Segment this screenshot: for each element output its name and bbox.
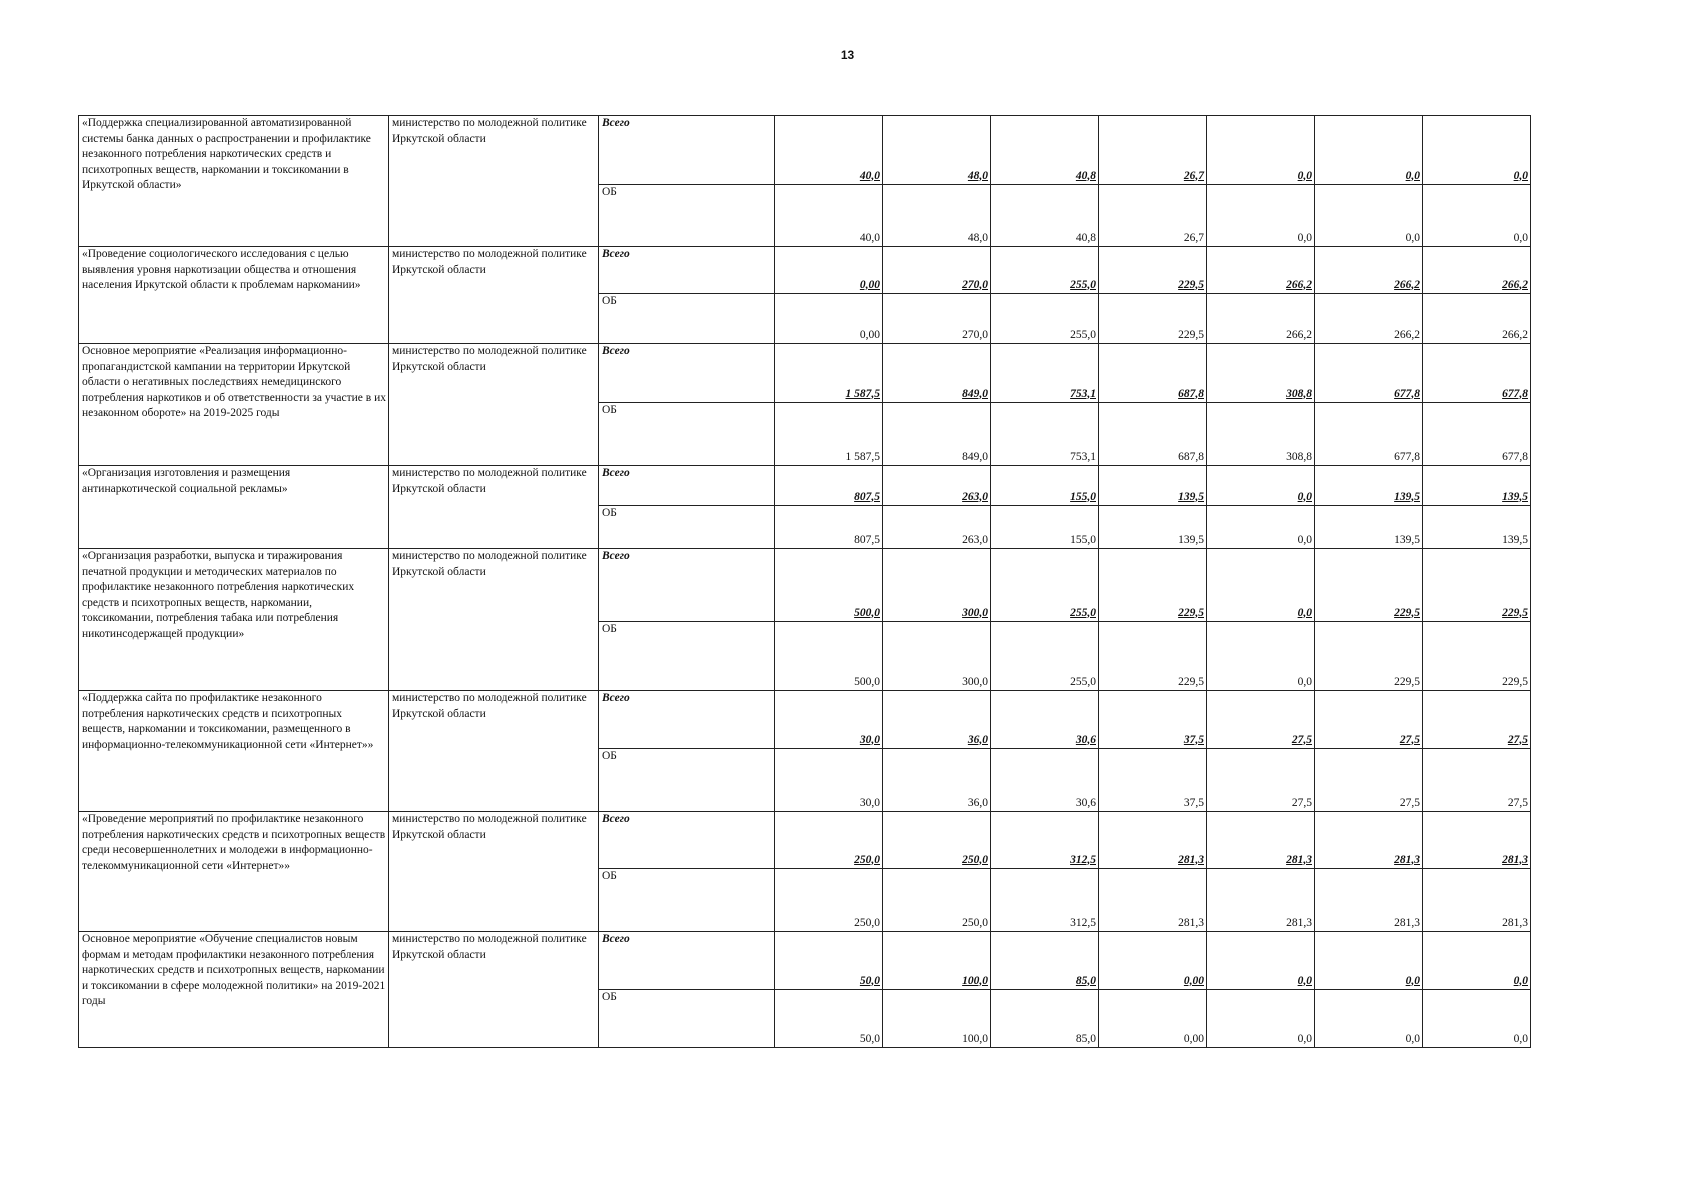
activity-name: Основное мероприятие «Реализация информационно-пропагандистской кампании на территории Иркутской области о негативных последствиях немедицинского потребления наркотиков и об ответственности за участие в их незаконном обороте» на 2019-2025 годы — [79, 344, 389, 466]
value-cell: 266,2 — [1423, 294, 1531, 344]
value-cell: 229,5 — [1423, 622, 1531, 691]
value-cell: 250,0 — [775, 812, 883, 869]
value-cell: 263,0 — [883, 466, 991, 506]
value-cell: 312,5 — [991, 812, 1099, 869]
value-cell: 0,0 — [1315, 990, 1423, 1048]
funding-source-ob: ОБ — [599, 185, 775, 247]
value-cell: 0,00 — [775, 294, 883, 344]
value-cell: 27,5 — [1423, 691, 1531, 749]
value-cell: 281,3 — [1423, 812, 1531, 869]
value-cell: 308,8 — [1207, 403, 1315, 466]
value-cell: 677,8 — [1315, 344, 1423, 403]
value-cell: 229,5 — [1315, 549, 1423, 622]
value-cell: 849,0 — [883, 403, 991, 466]
value-cell: 0,0 — [1207, 932, 1315, 990]
value-cell: 229,5 — [1099, 294, 1207, 344]
budget-table — [78, 115, 1531, 1048]
value-cell: 50,0 — [775, 932, 883, 990]
value-cell: 0,00 — [1099, 990, 1207, 1048]
table-row — [79, 549, 1531, 622]
value-cell: 27,5 — [1423, 749, 1531, 812]
value-cell: 281,3 — [1099, 869, 1207, 932]
funding-source-total: Всего — [599, 932, 775, 990]
value-cell: 270,0 — [883, 247, 991, 294]
table-row — [79, 932, 1531, 990]
value-cell: 266,2 — [1315, 247, 1423, 294]
value-cell: 250,0 — [883, 869, 991, 932]
value-cell: 266,2 — [1207, 247, 1315, 294]
value-cell: 1 587,5 — [775, 344, 883, 403]
executor-cell: министерство по молодежной политике Иркутской области — [389, 116, 599, 247]
value-cell: 40,8 — [991, 116, 1099, 185]
value-cell: 30,6 — [991, 749, 1099, 812]
value-cell: 229,5 — [1099, 622, 1207, 691]
value-cell: 0,0 — [1207, 116, 1315, 185]
value-cell: 255,0 — [991, 622, 1099, 691]
executor-cell: министерство по молодежной политике Иркутской области — [389, 691, 599, 812]
value-cell: 255,0 — [991, 549, 1099, 622]
value-cell: 281,3 — [1315, 812, 1423, 869]
executor-cell: министерство по молодежной политике Иркутской области — [389, 466, 599, 549]
funding-source-ob: ОБ — [599, 403, 775, 466]
funding-source-total: Всего — [599, 344, 775, 403]
table-row — [79, 812, 1531, 869]
value-cell: 26,7 — [1099, 185, 1207, 247]
value-cell: 40,8 — [991, 185, 1099, 247]
activity-name: «Организация разработки, выпуска и тиражирования печатной продукции и методических материалов по профилактике незаконного потребления наркотических средств и психотропных веществ, наркомании, токсикомании, потребления табака или потребления никотинсодержащей продукции» — [79, 549, 389, 691]
value-cell: 36,0 — [883, 691, 991, 749]
value-cell: 677,8 — [1315, 403, 1423, 466]
value-cell: 139,5 — [1315, 506, 1423, 549]
activity-name: «Поддержка сайта по профилактике незаконного потребления наркотических средств и психотропных веществ, наркомании и токсикомании, размещенного в информационно-телекоммуникационной сети «Интернет»» — [79, 691, 389, 812]
value-cell: 266,2 — [1315, 294, 1423, 344]
value-cell: 250,0 — [775, 869, 883, 932]
value-cell: 255,0 — [991, 294, 1099, 344]
value-cell: 0,0 — [1207, 549, 1315, 622]
value-cell: 677,8 — [1423, 403, 1531, 466]
value-cell: 0,0 — [1315, 185, 1423, 247]
value-cell: 85,0 — [991, 932, 1099, 990]
value-cell: 266,2 — [1423, 247, 1531, 294]
value-cell: 0,0 — [1423, 990, 1531, 1048]
funding-source-ob: ОБ — [599, 749, 775, 812]
activity-name: «Проведение мероприятий по профилактике незаконного потребления наркотических средств и психотропных веществ среди несовершеннолетних и молодежи в информационно-телекоммуникационной сети «Интернет»» — [79, 812, 389, 932]
value-cell: 27,5 — [1207, 691, 1315, 749]
funding-source-total: Всего — [599, 812, 775, 869]
value-cell: 300,0 — [883, 622, 991, 691]
value-cell: 0,0 — [1207, 185, 1315, 247]
value-cell: 281,3 — [1207, 812, 1315, 869]
value-cell: 229,5 — [1099, 247, 1207, 294]
value-cell: 281,3 — [1315, 869, 1423, 932]
funding-source-ob: ОБ — [599, 294, 775, 344]
activity-name: «Проведение социологического исследования с целью выявления уровня наркотизации общества и отношения населения Иркутской области к проблемам наркомании» — [79, 247, 389, 344]
value-cell: 139,5 — [1423, 506, 1531, 549]
value-cell: 139,5 — [1099, 466, 1207, 506]
value-cell: 263,0 — [883, 506, 991, 549]
value-cell: 155,0 — [991, 506, 1099, 549]
value-cell: 266,2 — [1207, 294, 1315, 344]
value-cell: 849,0 — [883, 344, 991, 403]
value-cell: 40,0 — [775, 185, 883, 247]
value-cell: 37,5 — [1099, 749, 1207, 812]
value-cell: 30,0 — [775, 749, 883, 812]
table-row — [79, 466, 1531, 506]
value-cell: 0,0 — [1315, 932, 1423, 990]
funding-source-ob: ОБ — [599, 869, 775, 932]
value-cell: 50,0 — [775, 990, 883, 1048]
executor-cell: министерство по молодежной политике Иркутской области — [389, 549, 599, 691]
value-cell: 155,0 — [991, 466, 1099, 506]
value-cell: 807,5 — [775, 466, 883, 506]
funding-source-total: Всего — [599, 691, 775, 749]
value-cell: 308,8 — [1207, 344, 1315, 403]
value-cell: 27,5 — [1207, 749, 1315, 812]
activity-name: «Поддержка специализированной автоматизированной системы банка данных о распространении и профилактике незаконного потребления наркотических средств и психотропных веществ, наркомании и токсикомании в Иркутской области» — [79, 116, 389, 247]
funding-source-ob: ОБ — [599, 506, 775, 549]
value-cell: 139,5 — [1423, 466, 1531, 506]
value-cell: 807,5 — [775, 506, 883, 549]
value-cell: 300,0 — [883, 549, 991, 622]
value-cell: 0,0 — [1423, 932, 1531, 990]
value-cell: 500,0 — [775, 549, 883, 622]
table-row — [79, 116, 1531, 185]
value-cell: 30,0 — [775, 691, 883, 749]
funding-source-total: Всего — [599, 466, 775, 506]
value-cell: 100,0 — [883, 990, 991, 1048]
executor-cell: министерство по молодежной политике Иркутской области — [389, 344, 599, 466]
value-cell: 139,5 — [1099, 506, 1207, 549]
value-cell: 0,0 — [1207, 506, 1315, 549]
executor-cell: министерство по молодежной политике Иркутской области — [389, 247, 599, 344]
value-cell: 281,3 — [1423, 869, 1531, 932]
value-cell: 281,3 — [1099, 812, 1207, 869]
value-cell: 281,3 — [1207, 869, 1315, 932]
value-cell: 753,1 — [991, 344, 1099, 403]
value-cell: 687,8 — [1099, 403, 1207, 466]
value-cell: 677,8 — [1423, 344, 1531, 403]
value-cell: 0,0 — [1207, 622, 1315, 691]
value-cell: 500,0 — [775, 622, 883, 691]
value-cell: 0,00 — [775, 247, 883, 294]
funding-source-total: Всего — [599, 247, 775, 294]
value-cell: 0,0 — [1315, 116, 1423, 185]
value-cell: 30,6 — [991, 691, 1099, 749]
value-cell: 36,0 — [883, 749, 991, 812]
funding-source-ob: ОБ — [599, 990, 775, 1048]
value-cell: 26,7 — [1099, 116, 1207, 185]
value-cell: 0,0 — [1207, 466, 1315, 506]
table-row — [79, 344, 1531, 403]
value-cell: 0,0 — [1423, 116, 1531, 185]
value-cell: 48,0 — [883, 116, 991, 185]
executor-cell: министерство по молодежной политике Иркутской области — [389, 932, 599, 1048]
value-cell: 1 587,5 — [775, 403, 883, 466]
value-cell: 312,5 — [991, 869, 1099, 932]
value-cell: 85,0 — [991, 990, 1099, 1048]
value-cell: 100,0 — [883, 932, 991, 990]
value-cell: 40,0 — [775, 116, 883, 185]
value-cell: 27,5 — [1315, 749, 1423, 812]
value-cell: 229,5 — [1423, 549, 1531, 622]
funding-source-total: Всего — [599, 549, 775, 622]
value-cell: 687,8 — [1099, 344, 1207, 403]
value-cell: 0,0 — [1423, 185, 1531, 247]
value-cell: 0,00 — [1099, 932, 1207, 990]
value-cell: 229,5 — [1099, 549, 1207, 622]
value-cell: 753,1 — [991, 403, 1099, 466]
value-cell: 255,0 — [991, 247, 1099, 294]
value-cell: 0,0 — [1207, 990, 1315, 1048]
value-cell: 229,5 — [1315, 622, 1423, 691]
value-cell: 27,5 — [1315, 691, 1423, 749]
funding-source-total: Всего — [599, 116, 775, 185]
funding-source-ob: ОБ — [599, 622, 775, 691]
activity-name: «Организация изготовления и размещения антинаркотической социальной рекламы» — [79, 466, 389, 549]
page-number: 13 — [840, 48, 855, 62]
table-row — [79, 691, 1531, 749]
value-cell: 37,5 — [1099, 691, 1207, 749]
value-cell: 250,0 — [883, 812, 991, 869]
table-row — [79, 247, 1531, 294]
value-cell: 270,0 — [883, 294, 991, 344]
value-cell: 48,0 — [883, 185, 991, 247]
activity-name: Основное мероприятие «Обучение специалистов новым формам и методам профилактики незаконного потребления наркотических средств и психотропных веществ, наркомании и токсикомании в сфере молодежной политики» на 2019-2021 годы — [79, 932, 389, 1048]
executor-cell: министерство по молодежной политике Иркутской области — [389, 812, 599, 932]
value-cell: 139,5 — [1315, 466, 1423, 506]
